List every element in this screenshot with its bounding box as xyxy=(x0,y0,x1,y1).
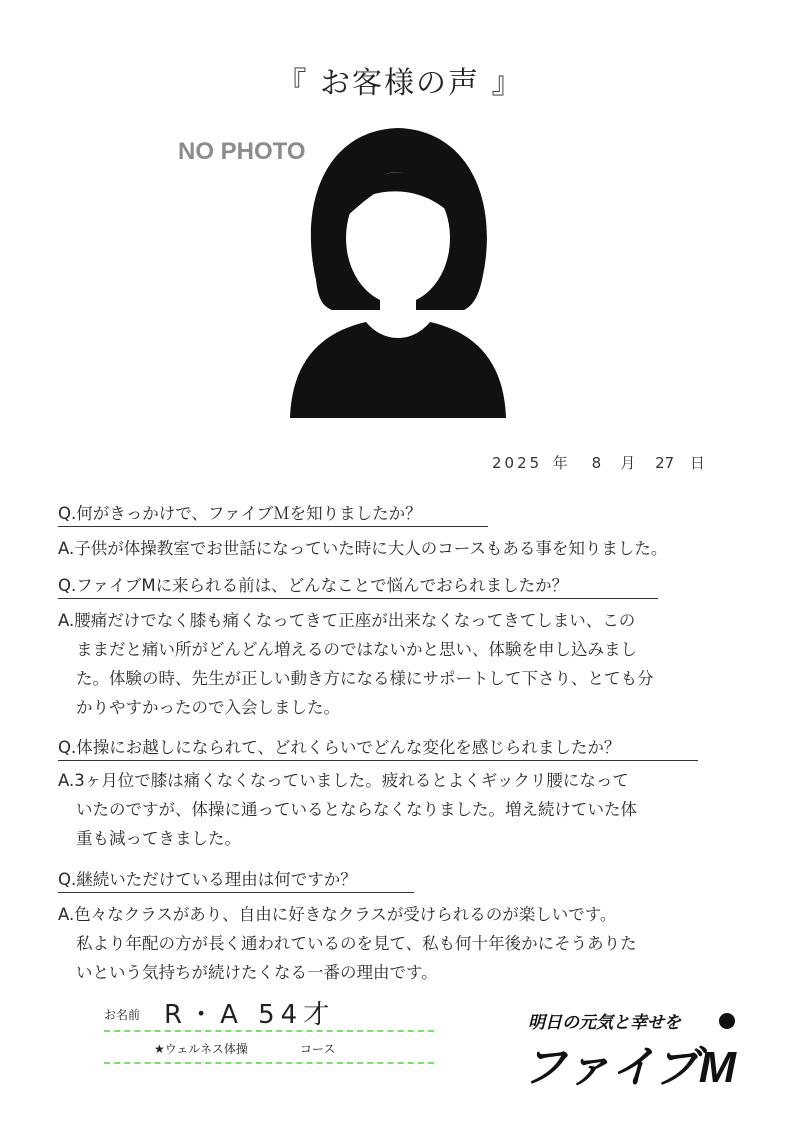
course-suffix: コース xyxy=(300,1042,336,1056)
date-day: 27 xyxy=(655,454,675,472)
answer-1 xyxy=(58,534,667,563)
answer-4-line: 私より年配の方が長く通われているのを見て、私も何十年後かにそうありた xyxy=(76,934,637,953)
date-month-unit: 月 xyxy=(620,454,636,472)
answer-3-line: 重も減ってきました。 xyxy=(76,829,241,848)
answer-2-line: かりやすかったので入会しました。 xyxy=(76,698,340,717)
answer-2-line: A.腰痛だけでなく膝も痛くなってきて正座が出来なくなってきてしまい、この xyxy=(58,611,636,630)
question-2: Q.ファイブMに来られる前は、どんなことで悩んでおられましたか？ xyxy=(58,572,658,599)
answer-2 xyxy=(58,606,654,722)
brand-logo xyxy=(520,1030,740,1092)
brand-dot-icon xyxy=(719,1013,735,1029)
date xyxy=(492,452,705,473)
answer-2-line: ままだと痛い所がどんどん増えるのではないかと思い、体験を申し込みまし xyxy=(76,640,637,659)
dashed-divider xyxy=(104,1030,434,1032)
brand-logo-text: ファイブM xyxy=(522,1043,738,1092)
answer-3-line: いたのですが、体操に通っているとならなくなりました。増え続けていた体 xyxy=(76,800,637,819)
answer-1-line: A.子供が体操教室でお世話になっていた時に大人のコースもある事を知りました。 xyxy=(58,539,668,558)
date-month: 8 xyxy=(591,454,602,472)
course-name: ★ウェルネス体操 xyxy=(154,1042,248,1056)
question-3: Q.体操にお越しになられて、どれくらいでどんな変化を感じられましたか？ xyxy=(58,734,698,761)
dashed-divider xyxy=(104,1062,434,1064)
brand-slogan: 明日の元気と幸せを xyxy=(528,1013,681,1033)
answer-4-line: いという気持ちが続けたくなる一番の理由です。 xyxy=(76,963,438,982)
no-photo-label: NO PHOTO xyxy=(178,138,306,165)
answer-3-line: A.3ヶ月位で膝は痛くなくなっていました。疲れるとよくギックリ腰になって xyxy=(58,771,629,790)
date-year: 2025 xyxy=(492,454,543,472)
answer-2-line: た。体験の時、先生が正しい動き方になる様にサポートして下さり、とても分 xyxy=(76,669,654,688)
answer-4 xyxy=(58,900,637,987)
date-year-unit: 年 xyxy=(552,454,568,472)
customer-info xyxy=(104,996,444,1076)
answer-4-line: A.色々なクラスがあり、自由に好きなクラスが受けられるのが楽しいです。 xyxy=(58,905,617,924)
question-1: Q.何がきっかけで、ファイブＭを知りましたか？ xyxy=(58,500,488,527)
question-4: Q.継続いただけている理由は何ですか？ xyxy=(58,866,414,893)
answer-3 xyxy=(58,766,637,853)
page-title: 『 お客様の声 』 xyxy=(276,66,524,101)
person-silhouette-icon xyxy=(288,120,508,420)
name-label: お名前 xyxy=(104,1008,141,1022)
name-value: R・A 54才 xyxy=(164,1000,336,1030)
date-day-unit: 日 xyxy=(689,454,705,472)
